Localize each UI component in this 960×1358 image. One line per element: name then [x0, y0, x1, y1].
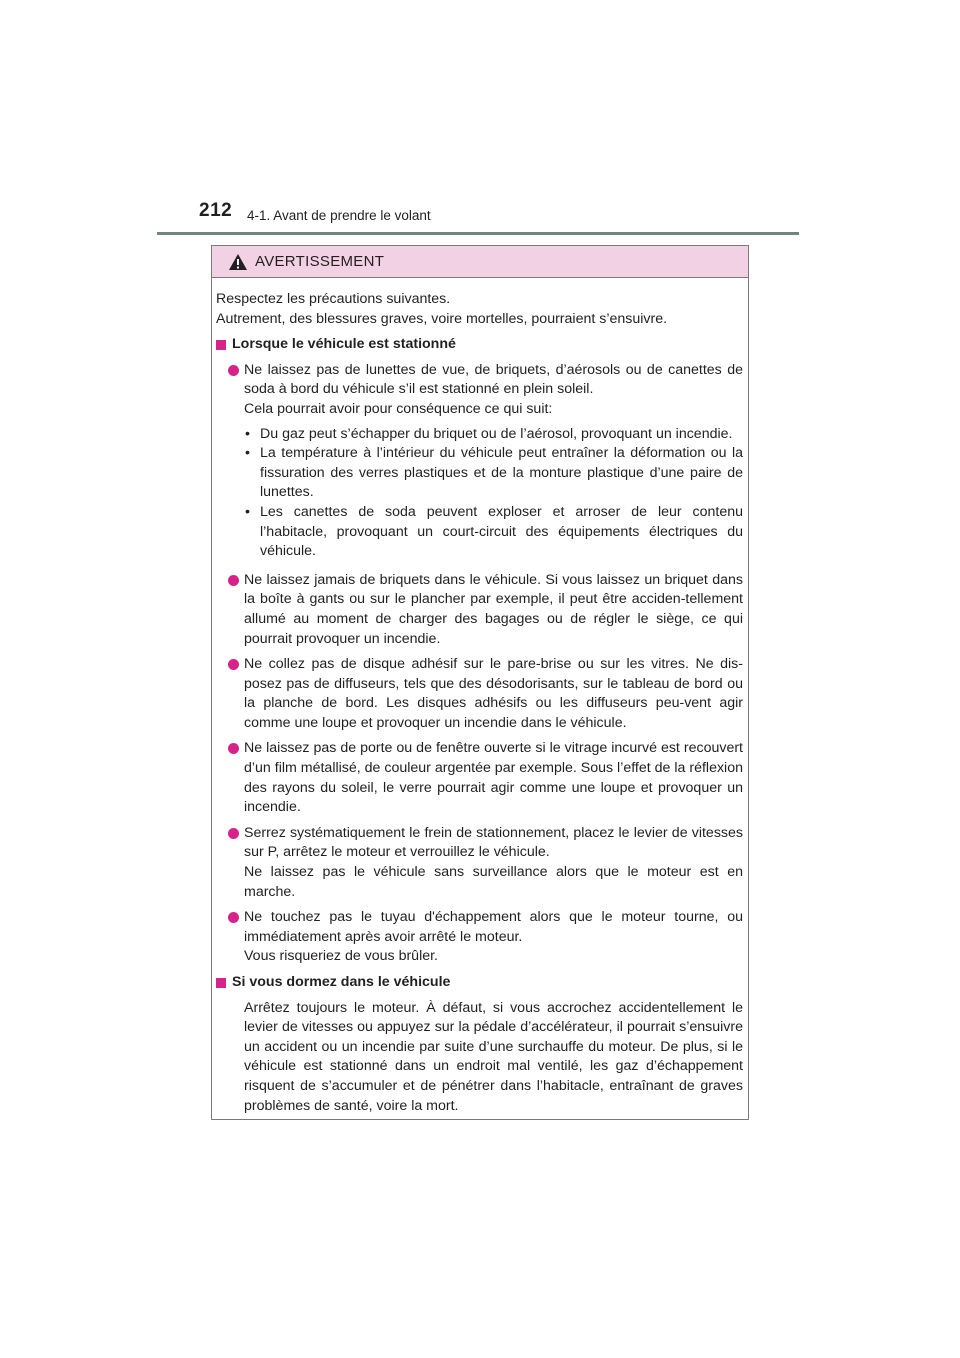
bullet-text: Ne laissez jamais de briquets dans le véhicule. Si vous laissez un briquet dans la boîte à gants ou sur le plancher par exemple, il peut être acciden-tellement allumé au moment de charger des bagages ou de régler le siège, ce qui pourrait provoquer un incendie. [244, 571, 743, 647]
circle-bullet-icon [228, 659, 239, 670]
warning-header [212, 246, 748, 278]
intro-line-1: Respectez les précautions suivantes. [216, 291, 451, 307]
bullet-text: Ne collez pas de disque adhésif sur le pare-brise ou sur les vitres. Ne dis-posez pas de diffuseurs, tels que des désodorisants, sur le tableau de bord ou la planche de bord. Les disques adhésifs ou les diffuseurs peu-vent agir comme une loupe et provoquer un incendie dans le véhicule. [244, 656, 743, 731]
bullet-item [228, 655, 743, 733]
warning-triangle-icon [228, 253, 248, 271]
warning-box [211, 245, 749, 1120]
circle-bullet-icon [228, 365, 239, 376]
bullet-followup: Vous risqueriez de vous brûler. [244, 948, 439, 965]
sleeping-paragraph: Arrêtez toujours le moteur. À défaut, si vous accrochez accidentellement le levier de vitesses ou appuyez sur la pédale d’accélérateur, il pourrait s’ensuivre un accident ou un incendie par suite d’une surchauffe du moteur. De plus, si le véhicule est stationné dans un endroit mal ventilé, les gaz d’échappement risquent de s’accumuler et de pénétrer dans l’habitacle, entraînant de graves problèmes de santé, voire la mort. [244, 999, 743, 1114]
page-number: 212 [199, 200, 233, 221]
warning-intro [216, 290, 743, 329]
warning-body [212, 278, 748, 1116]
square-bullet-icon [216, 978, 226, 988]
circle-bullet-icon [228, 743, 239, 754]
list-item: • La température à l’intérieur du véhicule peut entraîner la déformation ou la fissuration des verres plastiques et de la monture plastique d’une paire de lunettes. [244, 444, 743, 503]
bullet-followup: Cela pourrait avoir pour conséquence ce qui suit: [244, 400, 553, 417]
list-item-text: Du gaz peut s’échapper du briquet ou de l’aérosol, provoquant un incendie. [260, 425, 733, 442]
bullet-followup: Ne laissez pas le véhicule sans surveillance alors que le moteur est en marche. [244, 864, 743, 900]
header-rule [157, 232, 799, 235]
intro-line-2: Autrement, des blessures graves, voire mortelles, pourraient s’ensuivre. [216, 310, 668, 327]
bullet-item [228, 908, 743, 967]
bullet-text: Ne laissez pas de porte ou de fenêtre ouverte si le vitrage incurvé est recouvert d’un film métallisé, de couleur argentée par exemple. Sous l’effet de la réflexion des rayons du soleil, le verre pourrait agir comme une loupe et provoquer un incendie. [244, 740, 743, 816]
list-item: • Les canettes de soda peuvent exploser et arroser de leur contenu l’habitacle, provoquant un court-circuit des équipements électriques du véhicule. [244, 503, 743, 562]
circle-bullet-icon [228, 828, 239, 839]
bullet-item [228, 739, 743, 817]
subheading-parked [216, 335, 743, 355]
circle-bullet-icon [228, 912, 239, 923]
bullet-item [228, 571, 743, 649]
subheading-parked-text: Lorsque le véhicule est stationné [232, 336, 456, 353]
warning-title: AVERTISSEMENT [255, 253, 385, 270]
subheading-sleeping-text: Si vous dormez dans le véhicule [232, 974, 451, 990]
bullet-text: Serrez systématiquement le frein de stationnement, placez le levier de vitesses sur P, arrêtez le moteur et verrouillez le véhicule. [244, 824, 743, 861]
list-item-text: Les canettes de soda peuvent exploser et arroser de leur contenu l’habitacle, provoquant un court-circuit des équipements électriques du véhicule. [260, 503, 743, 560]
bullet-text: Ne laissez pas de lunettes de vue, de briquets, d’aérosols ou de canettes de soda à bord du véhicule s’il est stationné en plein soleil. [244, 361, 743, 398]
bullet-text: Ne touchez pas le tuyau d'échappement alors que le moteur tourne, ou immédiatement après avoir arrêté le moteur. [244, 909, 743, 945]
consequence-list [244, 425, 743, 562]
circle-bullet-icon [228, 575, 239, 586]
subheading-sleeping [216, 973, 743, 993]
list-item-text: La température à l’intérieur du véhicule peut entraîner la déformation ou la fissuration des verres plastiques et de la monture plastique d’une paire de lunettes. [260, 445, 743, 501]
bullet-item [228, 361, 743, 565]
bullet-item [228, 824, 743, 902]
section-title: 4-1. Avant de prendre le volant [247, 208, 431, 223]
list-item: • Du gaz peut s’échapper du briquet ou de l’aérosol, provoquant un incendie. [244, 425, 743, 445]
square-bullet-icon [216, 340, 226, 350]
